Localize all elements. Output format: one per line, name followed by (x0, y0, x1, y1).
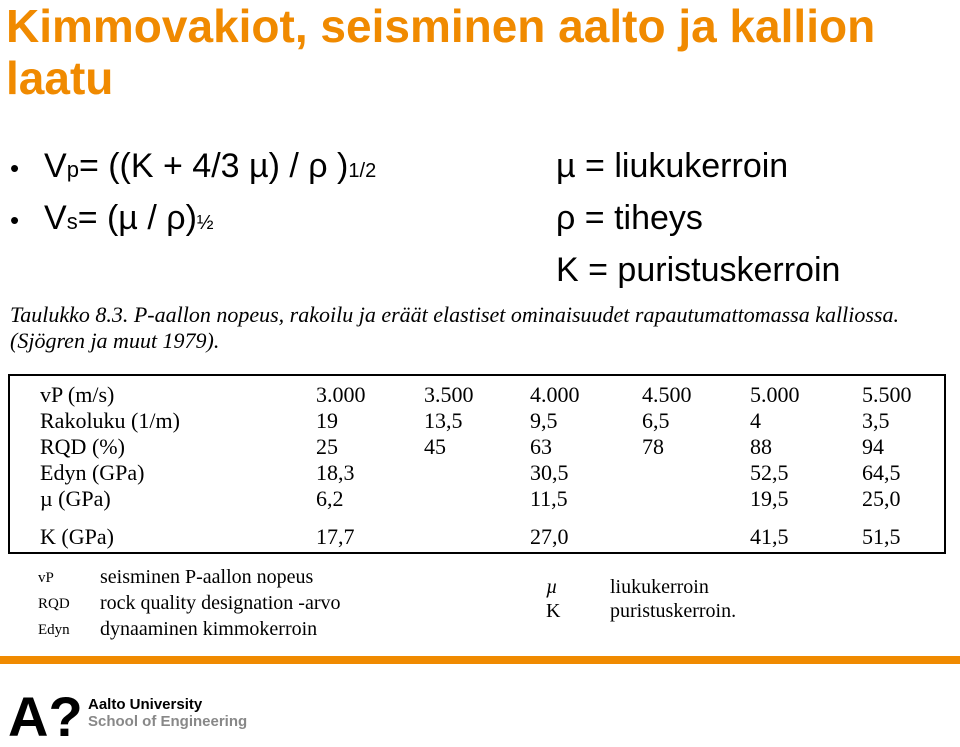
table-cell: 52,5 (750, 460, 789, 485)
formula-expr: = ((K + 4/3 µ) / ρ ) (78, 147, 349, 185)
table-cell: 45 (424, 434, 446, 459)
table-cell: 4 (750, 408, 761, 433)
bullet-icon: • (10, 153, 20, 183)
formula-expr: = (µ / ρ) (77, 199, 197, 237)
table-cell: 17,7 (316, 524, 355, 549)
table-cell: 3,5 (862, 408, 890, 433)
legend-abbr: µ (546, 576, 558, 598)
logo-text: A? (8, 685, 83, 747)
school-name: School of Engineering (88, 713, 248, 730)
table-cell: 13,5 (424, 408, 463, 433)
table-cell: 88 (750, 434, 772, 459)
table-row-label: µ (GPa) (40, 486, 111, 511)
table-row-label: Rakoluku (1/m) (40, 408, 180, 433)
formula-sup: 1/2 (348, 160, 377, 182)
formula-vs (10, 192, 376, 244)
table-cell: 25,0 (862, 486, 901, 511)
table-cell: 18,3 (316, 460, 355, 485)
table-cell: 19,5 (750, 486, 789, 511)
table-cell: 78 (642, 434, 664, 459)
formula-var: V (44, 147, 67, 185)
table-cell: 63 (530, 434, 552, 459)
legend-text: rock quality designation -arvo (100, 592, 341, 614)
formula-var: V (44, 199, 67, 237)
table-cell: 9,5 (530, 408, 558, 433)
table-cell: 3.500 (424, 382, 474, 407)
table-cell: 19 (316, 408, 338, 433)
table-cell: 94 (862, 434, 884, 459)
slide-title: Kimmovakiot, seisminen aalto ja kallion laatu (6, 0, 876, 104)
table-cell: 6,5 (642, 408, 670, 433)
legend-abbr: K (546, 600, 561, 622)
legend-text: puristuskerroin. (610, 600, 737, 622)
formula-sub: p (66, 157, 79, 182)
table-row-label: Edyn (GPa) (40, 460, 145, 485)
legend-text: liukukerroin (610, 576, 709, 598)
table-cell: 51,5 (862, 524, 901, 549)
bullet-icon: • (10, 205, 20, 235)
table-cell: 4.000 (530, 382, 580, 407)
table-cell: 11,5 (530, 486, 568, 511)
legend-abbr: vP (38, 570, 54, 586)
definition-list (556, 140, 840, 296)
table-cell: 30,5 (530, 460, 569, 485)
table-row-label: K (GPa) (40, 524, 114, 549)
table-cell: 4.500 (642, 382, 692, 407)
table-row-label: RQD (%) (40, 434, 125, 459)
university-name: Aalto University (88, 696, 203, 713)
aalto-logo-icon (8, 685, 83, 747)
table-cell: 5.500 (862, 382, 912, 407)
legend-abbr: RQD (38, 596, 70, 612)
legend-text: dynaaminen kimmokerroin (100, 618, 318, 640)
table-row-label: vP (m/s) (40, 382, 115, 407)
table-cell: 64,5 (862, 460, 901, 485)
table-caption: Taulukko 8.3. P-aallon nopeus, rakoilu ja eräät elastiset ominaisuudet rapautumattomassa kalliossa. (Sjögren ja muut 1979). (10, 302, 899, 353)
table-cell: 41,5 (750, 524, 789, 549)
table-cell: 5.000 (750, 382, 800, 407)
table-cell: 6,2 (316, 486, 344, 511)
definition-k: K = puristuskerroin (556, 251, 841, 289)
footer-divider (0, 656, 960, 664)
formula-sup: ½ (196, 212, 214, 234)
definition-rho: ρ = tiheys (556, 199, 703, 237)
formula-sub: s (66, 209, 78, 234)
table-cell: 27,0 (530, 524, 569, 549)
definition-mu: µ = liukukerroin (556, 147, 789, 185)
formula-list (10, 140, 376, 244)
legend-text: seisminen P-aallon nopeus (100, 566, 314, 588)
table-cell: 25 (316, 434, 338, 459)
table-cell: 3.000 (316, 382, 366, 407)
formula-vp (10, 140, 376, 192)
legend-abbr: Edyn (38, 622, 70, 638)
data-table (8, 374, 946, 554)
